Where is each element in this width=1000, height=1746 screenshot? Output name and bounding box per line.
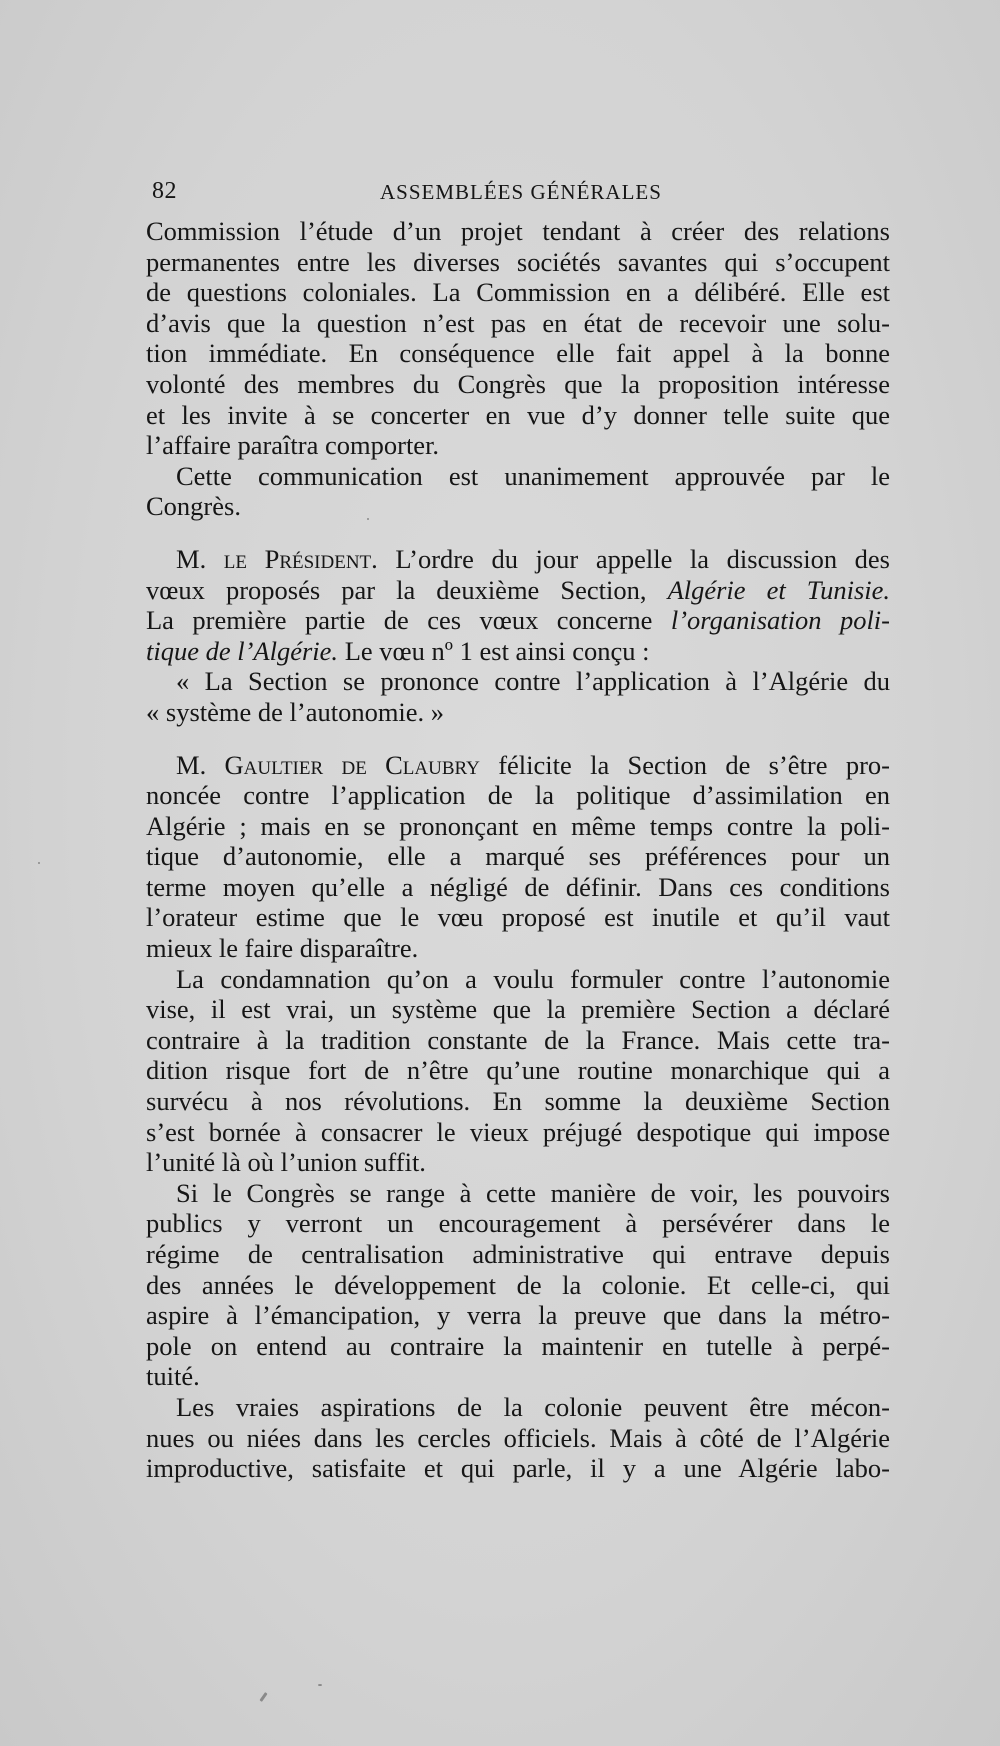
running-title: ASSEMBLÉES GÉNÉRALES <box>380 180 662 204</box>
text-line: improductive, satisfaite et qui parle, il y a une Algérie labo- <box>146 1453 890 1484</box>
text-segment: félicite la Section de s’être pro- <box>479 749 890 780</box>
paper-speck <box>38 862 40 864</box>
page-number: 82 <box>152 178 177 204</box>
text-line: Cette communication est unanimement approuvée par le <box>176 460 890 491</box>
paragraph-gap <box>146 728 890 750</box>
text-line: mieux le faire disparaître. <box>146 933 419 964</box>
text-line: s’est bornée à consacrer le vieux préjugé despotique qui impose <box>146 1116 890 1147</box>
paragraph <box>146 216 890 461</box>
running-head <box>152 178 852 208</box>
speaker-name: M. Gaultier de Claubry <box>176 749 480 780</box>
text-line: pole on entend au contraire la maintenir en tutelle à perpé- <box>146 1330 890 1361</box>
text-segment: La première partie de ces vœux concerne <box>146 605 671 636</box>
text-line: de questions coloniales. La Commission en a délibéré. Elle est <box>146 277 890 308</box>
text-line: La condamnation qu’on a voulu formuler contre l’autonomie <box>176 963 890 994</box>
text-line: « La Section se prononce contre l’application à l’Algérie du <box>176 666 890 697</box>
text-line: contraire à la tradition constante de la France. Mais cette tra- <box>146 1024 890 1055</box>
text-line: régime de centralisation administrative qui entrave depuis <box>146 1239 890 1269</box>
text-line: survécu à nos révolutions. En somme la deuxième Section <box>146 1086 890 1117</box>
text-line: d’avis que la question n’est pas en état de recevoir une solu- <box>146 307 890 338</box>
text-line: vise, il est vrai, un système que la première Section a déclaré <box>146 994 890 1025</box>
text-line <box>146 636 890 667</box>
text-line: permanentes entre les diverses sociétés savantes qui s’occupent <box>146 246 890 277</box>
text-line: Les vraies aspirations de la colonie peuvent être mécon- <box>176 1391 890 1422</box>
italic-title: tique de l’Algérie. <box>146 635 339 666</box>
text-line: Si le Congrès se range à cette manière de voir, les pouvoirs <box>176 1177 890 1208</box>
paragraph <box>146 461 890 522</box>
italic-title: l’organisation poli- <box>670 605 890 636</box>
text-line: tuité. <box>146 1361 200 1392</box>
text-line: publics y verront un encouragement à persévérer dans le <box>146 1208 890 1239</box>
text-line <box>146 605 890 636</box>
text-line <box>146 575 890 606</box>
text-segment: Le vœu nº 1 est ainsi conçu : <box>338 635 650 666</box>
paragraph <box>146 544 890 666</box>
paragraph <box>146 964 890 1178</box>
text-line: des années le développement de la colonie. Et celle-ci, qui <box>146 1269 890 1300</box>
paragraph <box>146 1178 890 1392</box>
text-line: Commission l’étude d’un projet tendant à créer des relations <box>146 216 890 246</box>
text-line: noncée contre l’application de la politique d’assimilation en <box>146 780 890 811</box>
text-line: et les invite à se concerter en vue d’y donner telle suite que <box>146 399 890 430</box>
paragraph-gap <box>146 522 890 544</box>
text-segment: vœux proposés par la deuxième Section, <box>146 574 668 605</box>
paper-speck <box>318 1684 322 1686</box>
quoted-resolution <box>146 666 890 727</box>
text-line: l’orateur estime que le vœu proposé est inutile et qu’il vaut <box>146 902 890 933</box>
text-line: volonté des membres du Congrès que la proposition intéresse <box>146 368 890 399</box>
text-line: Algérie ; mais en se prononçant en même temps contre la poli- <box>146 810 890 841</box>
text-line <box>146 750 890 781</box>
text-line: l’affaire paraîtra comporter. <box>146 430 440 461</box>
text-line: tique d’autonomie, elle a marqué ses préférences pour un <box>146 841 890 872</box>
paragraph <box>146 750 890 964</box>
text-line: « système de l’autonomie. » <box>146 696 445 727</box>
paragraph <box>146 1392 890 1484</box>
text-line: nues ou niées dans les cercles officiels. Mais à côté de l’Algérie <box>146 1422 890 1453</box>
text-line: tion immédiate. En conséquence elle fait appel à la bonne <box>146 338 890 369</box>
speaker-name: M. le Président. <box>176 543 378 574</box>
italic-title: Algérie et Tunisie. <box>667 574 891 605</box>
paper-speck <box>367 518 369 520</box>
paper-speck <box>259 1692 267 1702</box>
body-text <box>146 216 890 1484</box>
text-line <box>146 544 890 575</box>
text-line: Congrès. <box>146 491 241 522</box>
text-segment: L’ordre du jour appelle la discussion des <box>377 543 890 574</box>
text-line: dition risque fort de n’être qu’une routine monarchique qui a <box>146 1055 890 1086</box>
text-line: terme moyen qu’elle a négligé de définir. Dans ces conditions <box>146 871 890 902</box>
text-line: aspire à l’émancipation, y verra la preuve que dans la métro- <box>146 1300 890 1331</box>
text-line: l’unité là où l’union suffit. <box>146 1147 426 1178</box>
